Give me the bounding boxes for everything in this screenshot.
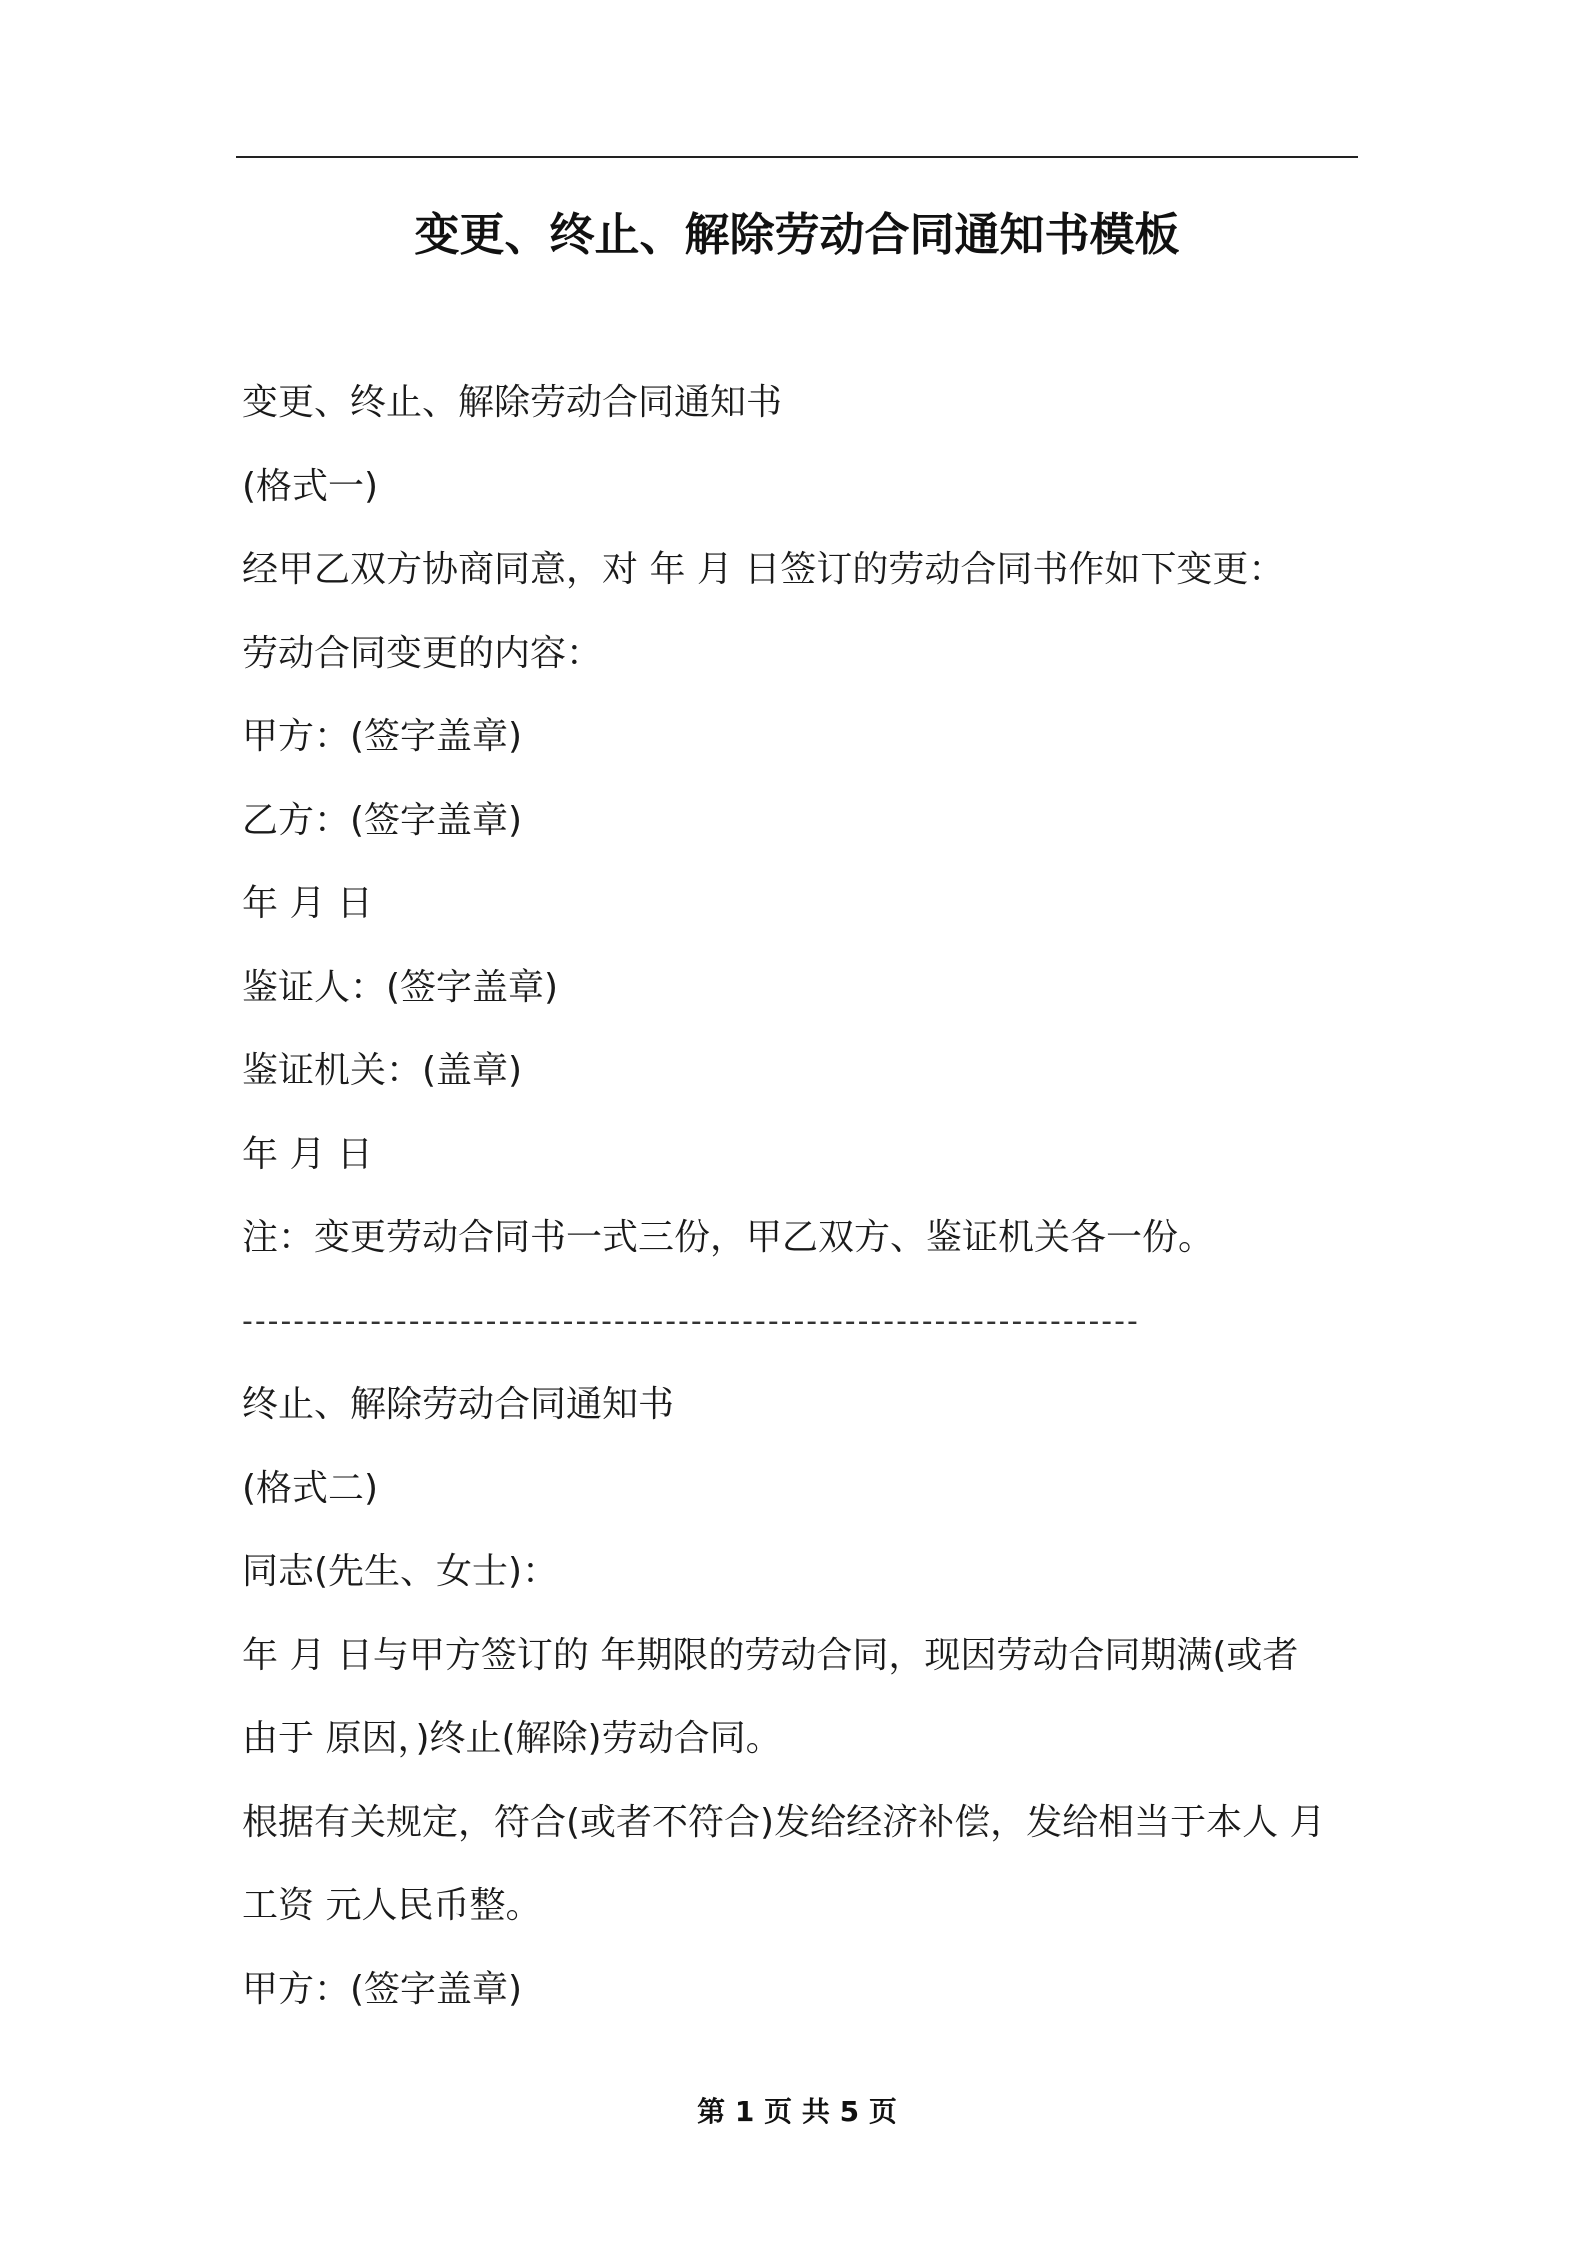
format-label-1: (格式一) <box>242 465 379 507</box>
paragraph-line: 由于 原因，)终止(解除)劳动合同。 <box>242 1718 782 1759</box>
page-footer: 第 1 页 共 5 页 <box>697 2095 897 2128</box>
section-heading-2: 终止、解除劳动合同通知书 <box>242 1384 675 1425</box>
termination-paragraph <box>242 1621 1358 1788</box>
header-rule <box>236 156 1358 158</box>
section-heading-1: 变更、终止、解除劳动合同通知书 <box>242 382 783 423</box>
witness-signature-line: 鉴证人：(签字盖章) <box>242 966 559 1008</box>
paragraph-line: 年 月 日与甲方签订的 年期限的劳动合同，现因劳动合同期满(或者 <box>242 1634 1299 1676</box>
salutation-line: 同志(先生、女士)： <box>242 1551 559 1592</box>
paragraph-line: 工资 元人民币整。 <box>242 1885 542 1926</box>
body-line: 劳动合同变更的内容： <box>242 632 603 674</box>
body-line: 经甲乙双方协商同意，对 年 月 日签订的劳动合同书作如下变更： <box>242 549 1285 590</box>
document-body <box>242 368 1358 2038</box>
party-b-signature-line: 乙方：(签字盖章) <box>242 799 523 841</box>
compensation-paragraph <box>242 1788 1358 1955</box>
party-a-signature-line: 甲方：(签字盖章) <box>242 1968 523 2010</box>
section-separator: ---------------------------------------------------------------------- <box>242 1303 1140 1339</box>
paragraph-line: 根据有关规定，符合(或者不符合)发给经济补偿，发给相当于本人 月 <box>242 1801 1326 1843</box>
note-line: 注：变更劳动合同书一式三份，甲乙双方、鉴证机关各一份。 <box>242 1217 1215 1258</box>
party-a-signature-line: 甲方：(签字盖章) <box>242 716 523 757</box>
authority-seal-line: 鉴证机关：(盖章) <box>242 1050 523 1091</box>
date-line: 年 月 日 <box>242 1133 373 1175</box>
date-line: 年 月 日 <box>242 883 373 924</box>
format-label-2: (格式二) <box>242 1467 379 1509</box>
document-title: 变更、终止、解除劳动合同通知书模板 <box>414 208 1180 261</box>
